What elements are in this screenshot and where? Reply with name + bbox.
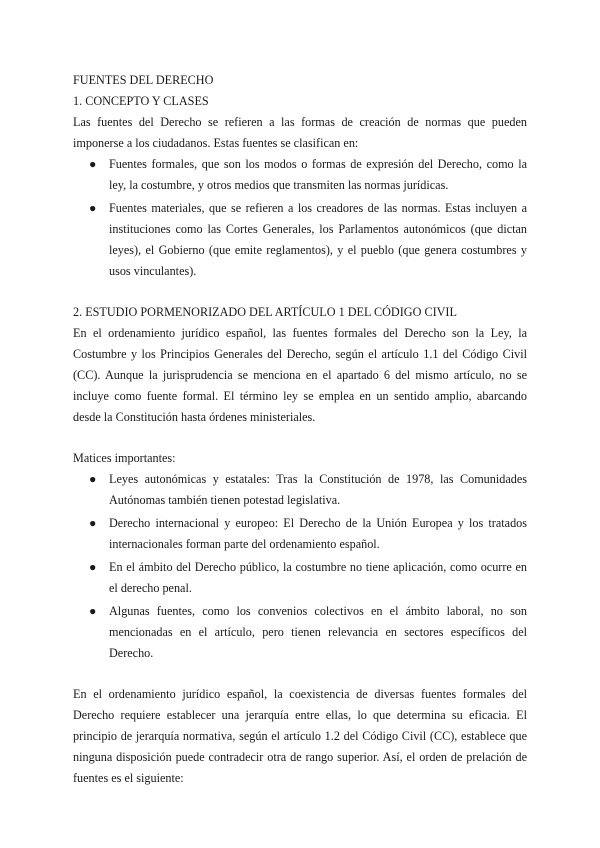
bullet-icon: ● [89, 604, 97, 618]
section-2-paragraph-2: En el ordenamiento jurídico español, la coexistencia de diversas fuentes formales del Derecho requiere establecer una jerarquía entre ellas, lo que determina su eficacia. El principio de jerarquía normativa, según el artículo 1.2 del Código Civil (CC), establece que ninguna disposición puede contradecir otra de rango superior. Así, el orden de prelación de fuentes es el siguiente: [73, 687, 527, 785]
section-1-heading: 1. CONCEPTO Y CLASES [73, 94, 209, 108]
list-item: ● Leyes autonómicas y estatales: Tras la Constitución de 1978, las Comunidades Autónomas también tienen potestad legislativa. [73, 469, 527, 511]
bullet-icon: ● [89, 201, 97, 215]
matices-label: Matices importantes: [73, 451, 176, 465]
section-2-heading: 2. ESTUDIO PORMENORIZADO DEL ARTÍCULO 1 DEL CÓDIGO CIVIL [73, 305, 457, 319]
list-item: ● En el ámbito del Derecho público, la costumbre no tiene aplicación, como ocurre en el derecho penal. [73, 557, 527, 599]
section-2-list [73, 469, 527, 664]
section-1-list [73, 154, 527, 282]
document-title: FUENTES DEL DERECHO [73, 73, 214, 87]
section-2-paragraph: En el ordenamiento jurídico español, las fuentes formales del Derecho son la Ley, la Costumbre y los Principios Generales del Derecho, según el artículo 1.1 del Código Civil (CC). Aunque la jurisprudencia se menciona en el apartado 6 del mismo artículo, no se incluye como fuente formal. El término ley se emplea en un sentido amplio, abarcando desde la Constitución hasta órdenes ministeriales. [73, 326, 527, 424]
section-1-paragraph: Las fuentes del Derecho se refieren a las formas de creación de normas que pueden imponerse a los ciudadanos. Estas fuentes se clasifican en: [73, 115, 527, 150]
list-item: ● Fuentes materiales, que se refieren a los creadores de las normas. Estas incluyen a instituciones como las Cortes Generales, los Parlamentos autonómicos (que dictan leyes), el Gobierno (que emite reglamentos), y el pueblo (que genera costumbres y usos vinculantes). [73, 198, 527, 282]
list-item: ● Algunas fuentes, como los convenios colectivos en el ámbito laboral, no son mencionadas en el artículo, pero tienen relevancia en sectores específicos del Derecho. [73, 601, 527, 664]
bullet-icon: ● [89, 516, 97, 530]
list-item: ● Derecho internacional y europeo: El Derecho de la Unión Europea y los tratados internacionales forman parte del ordenamiento español. [73, 513, 527, 555]
bullet-icon: ● [89, 472, 97, 486]
bullet-icon: ● [89, 157, 97, 171]
bullet-icon: ● [89, 560, 97, 574]
list-item: ● Fuentes formales, que son los modos o formas de expresión del Derecho, como la ley, la costumbre, y otros medios que transmiten las normas jurídicas. [73, 154, 527, 196]
